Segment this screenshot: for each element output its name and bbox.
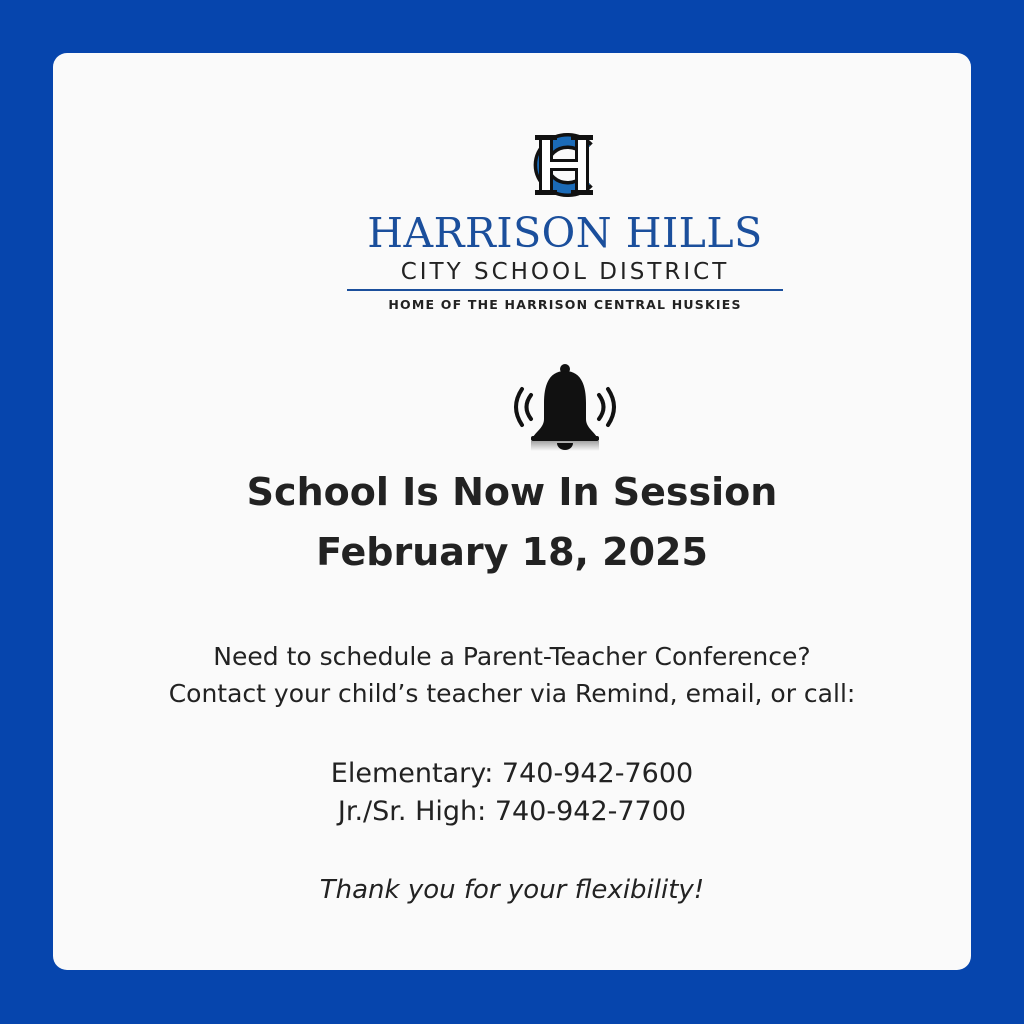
district-subtitle: CITY SCHOOL DISTRICT <box>400 259 730 285</box>
contact-instructions: Contact your child’s teacher via Remind, email, or call: <box>168 679 856 708</box>
logo-divider <box>347 289 783 291</box>
elementary-phone: Elementary: 740-942-7600 <box>330 758 694 789</box>
conference-question: Need to schedule a Parent-Teacher Conference? <box>213 642 811 671</box>
announcement-date: February 18, 2025 <box>316 530 708 574</box>
closing-message: Thank you for your flexibility! <box>319 875 705 905</box>
high-school-phone: Jr./Sr. High: 740-942-7700 <box>337 796 687 827</box>
announcement-headline: School Is Now In Session <box>246 470 778 514</box>
hc-monogram-logo-icon <box>531 133 597 197</box>
ringing-bell-icon <box>509 361 621 457</box>
district-tagline: HOME OF THE HARRISON CENTRAL HUSKIES <box>388 297 742 312</box>
district-name: HARRISON HILLS <box>367 209 763 257</box>
